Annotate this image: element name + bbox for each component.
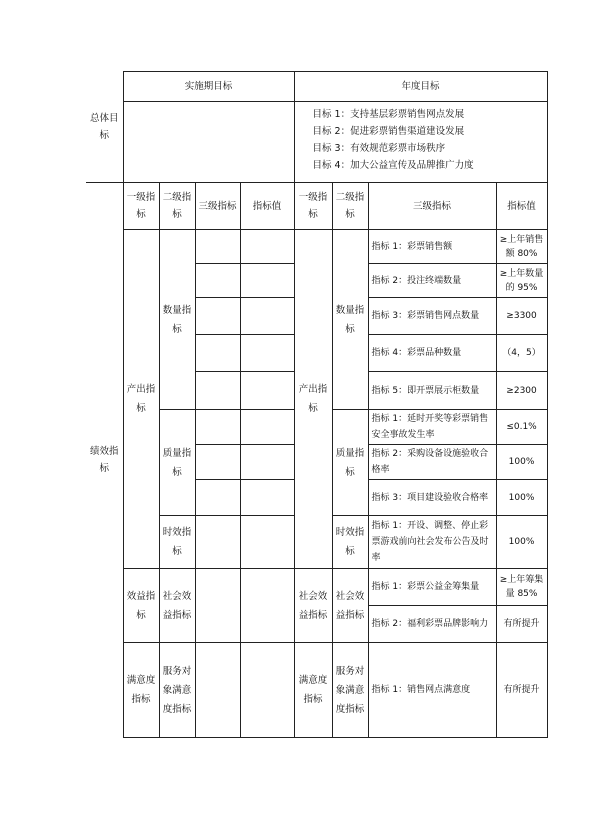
- empty-cell: [195, 410, 240, 445]
- output-indicator-right: 产出指标: [294, 230, 332, 569]
- empty-cell: [195, 516, 240, 569]
- indicator-value: ≥2300: [496, 372, 547, 410]
- annual-goal-item: 目标 4：加大公益宣传及品牌推广力度: [312, 160, 474, 171]
- empty-cell: [240, 230, 294, 264]
- empty-cell: [240, 410, 294, 445]
- empty-cell: [195, 445, 240, 480]
- social-benefit-subindicator-right: 社会效益指标: [332, 569, 368, 643]
- empty-cell: [240, 264, 294, 298]
- indicator-value: 有所提升: [496, 606, 547, 643]
- implementation-goal-content: [123, 102, 294, 183]
- annual-goal-item: 目标 1：支持基层彩票销售网点发展: [312, 109, 465, 120]
- empty-cell: [195, 643, 240, 738]
- indicator-value: 100%: [496, 516, 547, 569]
- indicator-value: ≥上年筹集量 85%: [496, 569, 547, 606]
- empty-cell: [195, 264, 240, 298]
- performance-goals-table: [86, 71, 548, 738]
- indicator-value: 100%: [496, 480, 547, 516]
- empty-cell: [195, 569, 240, 643]
- empty-cell: [240, 335, 294, 372]
- indicator-name: 指标 1：销售网点满意度: [368, 643, 496, 738]
- indicator-name: 指标 5：即开票展示柜数量: [368, 372, 496, 410]
- empty-cell: [240, 445, 294, 480]
- empty-cell: [240, 643, 294, 738]
- indicator-value: ≥上年销售额 80%: [496, 230, 547, 264]
- indicator-name: 指标 1：彩票销售额: [368, 230, 496, 264]
- header-level1-left: 一级指标: [123, 183, 159, 230]
- indicator-name: 指标 2：投注终端数量: [368, 264, 496, 298]
- service-satisfaction-indicator-left: 服务对象满意度指标: [159, 643, 195, 738]
- header-value-left: 指标值: [240, 183, 294, 230]
- implementation-goal-header: 实施期目标: [123, 72, 294, 102]
- benefit-indicator-left: 效益指标: [123, 569, 159, 643]
- overall-goal-label: 总体目标: [86, 72, 123, 183]
- indicator-name: 指标 1：彩票公益金筹集量: [368, 569, 496, 606]
- empty-cell: [195, 298, 240, 335]
- header-level3-left: 三级指标: [195, 183, 240, 230]
- header-value-right: 指标值: [496, 183, 547, 230]
- indicator-name: 指标 2：采购设备设施验收合格率: [368, 445, 496, 480]
- service-satisfaction-indicator-right: 服务对象满意度指标: [332, 643, 368, 738]
- indicator-name: 指标 4：彩票品种数量: [368, 335, 496, 372]
- satisfaction-indicator-right: 满意度指标: [294, 643, 332, 738]
- output-indicator-left: 产出指标: [123, 230, 159, 569]
- empty-cell: [240, 516, 294, 569]
- empty-cell: [195, 335, 240, 372]
- header-level2-right: 二级指标: [332, 183, 368, 230]
- empty-cell: [195, 372, 240, 410]
- timeliness-indicator-left: 时效指标: [159, 516, 195, 569]
- quality-indicator-left: 质量指标: [159, 410, 195, 516]
- indicator-value: 有所提升: [496, 643, 547, 738]
- empty-cell: [240, 569, 294, 643]
- header-level1-right: 一级指标: [294, 183, 332, 230]
- indicator-name: 指标 2：福利彩票品牌影响力: [368, 606, 496, 643]
- indicator-name: 指标 1：开设、调整、停止彩票游戏前向社会发布公告及时率: [368, 516, 496, 569]
- indicator-value: ≥3300: [496, 298, 547, 335]
- indicator-value: ≥上年数量的 95%: [496, 264, 547, 298]
- social-benefit-indicator-right: 社会效益指标: [294, 569, 332, 643]
- indicator-name: 指标 1：延时开奖等彩票销售安全事故发生率: [368, 410, 496, 445]
- empty-cell: [195, 480, 240, 516]
- indicator-name: 指标 3：项目建设验收合格率: [368, 480, 496, 516]
- empty-cell: [240, 298, 294, 335]
- indicator-value: 100%: [496, 445, 547, 480]
- header-level2-left: 二级指标: [159, 183, 195, 230]
- quality-indicator-right: 质量指标: [332, 410, 368, 516]
- indicator-name: 指标 3：彩票销售网点数量: [368, 298, 496, 335]
- performance-indicator-label: 绩效指标: [86, 183, 123, 738]
- empty-cell: [240, 480, 294, 516]
- empty-cell: [240, 372, 294, 410]
- timeliness-indicator-right: 时效指标: [332, 516, 368, 569]
- indicator-value: ≤0.1%: [496, 410, 547, 445]
- annual-goals: [294, 102, 547, 183]
- quantity-indicator-right: 数量指标: [332, 230, 368, 410]
- social-benefit-indicator-left: 社会效益指标: [159, 569, 195, 643]
- annual-goal-item: 目标 3：有效规范彩票市场秩序: [312, 143, 446, 154]
- empty-cell: [195, 230, 240, 264]
- quantity-indicator-left: 数量指标: [159, 230, 195, 410]
- indicator-value: （4，5）: [496, 335, 547, 372]
- annual-goal-item: 目标 2：促进彩票销售渠道建设发展: [312, 126, 465, 137]
- header-level3-right: 三级指标: [368, 183, 496, 230]
- satisfaction-indicator-left: 满意度指标: [123, 643, 159, 738]
- annual-goal-header: 年度目标: [294, 72, 547, 102]
